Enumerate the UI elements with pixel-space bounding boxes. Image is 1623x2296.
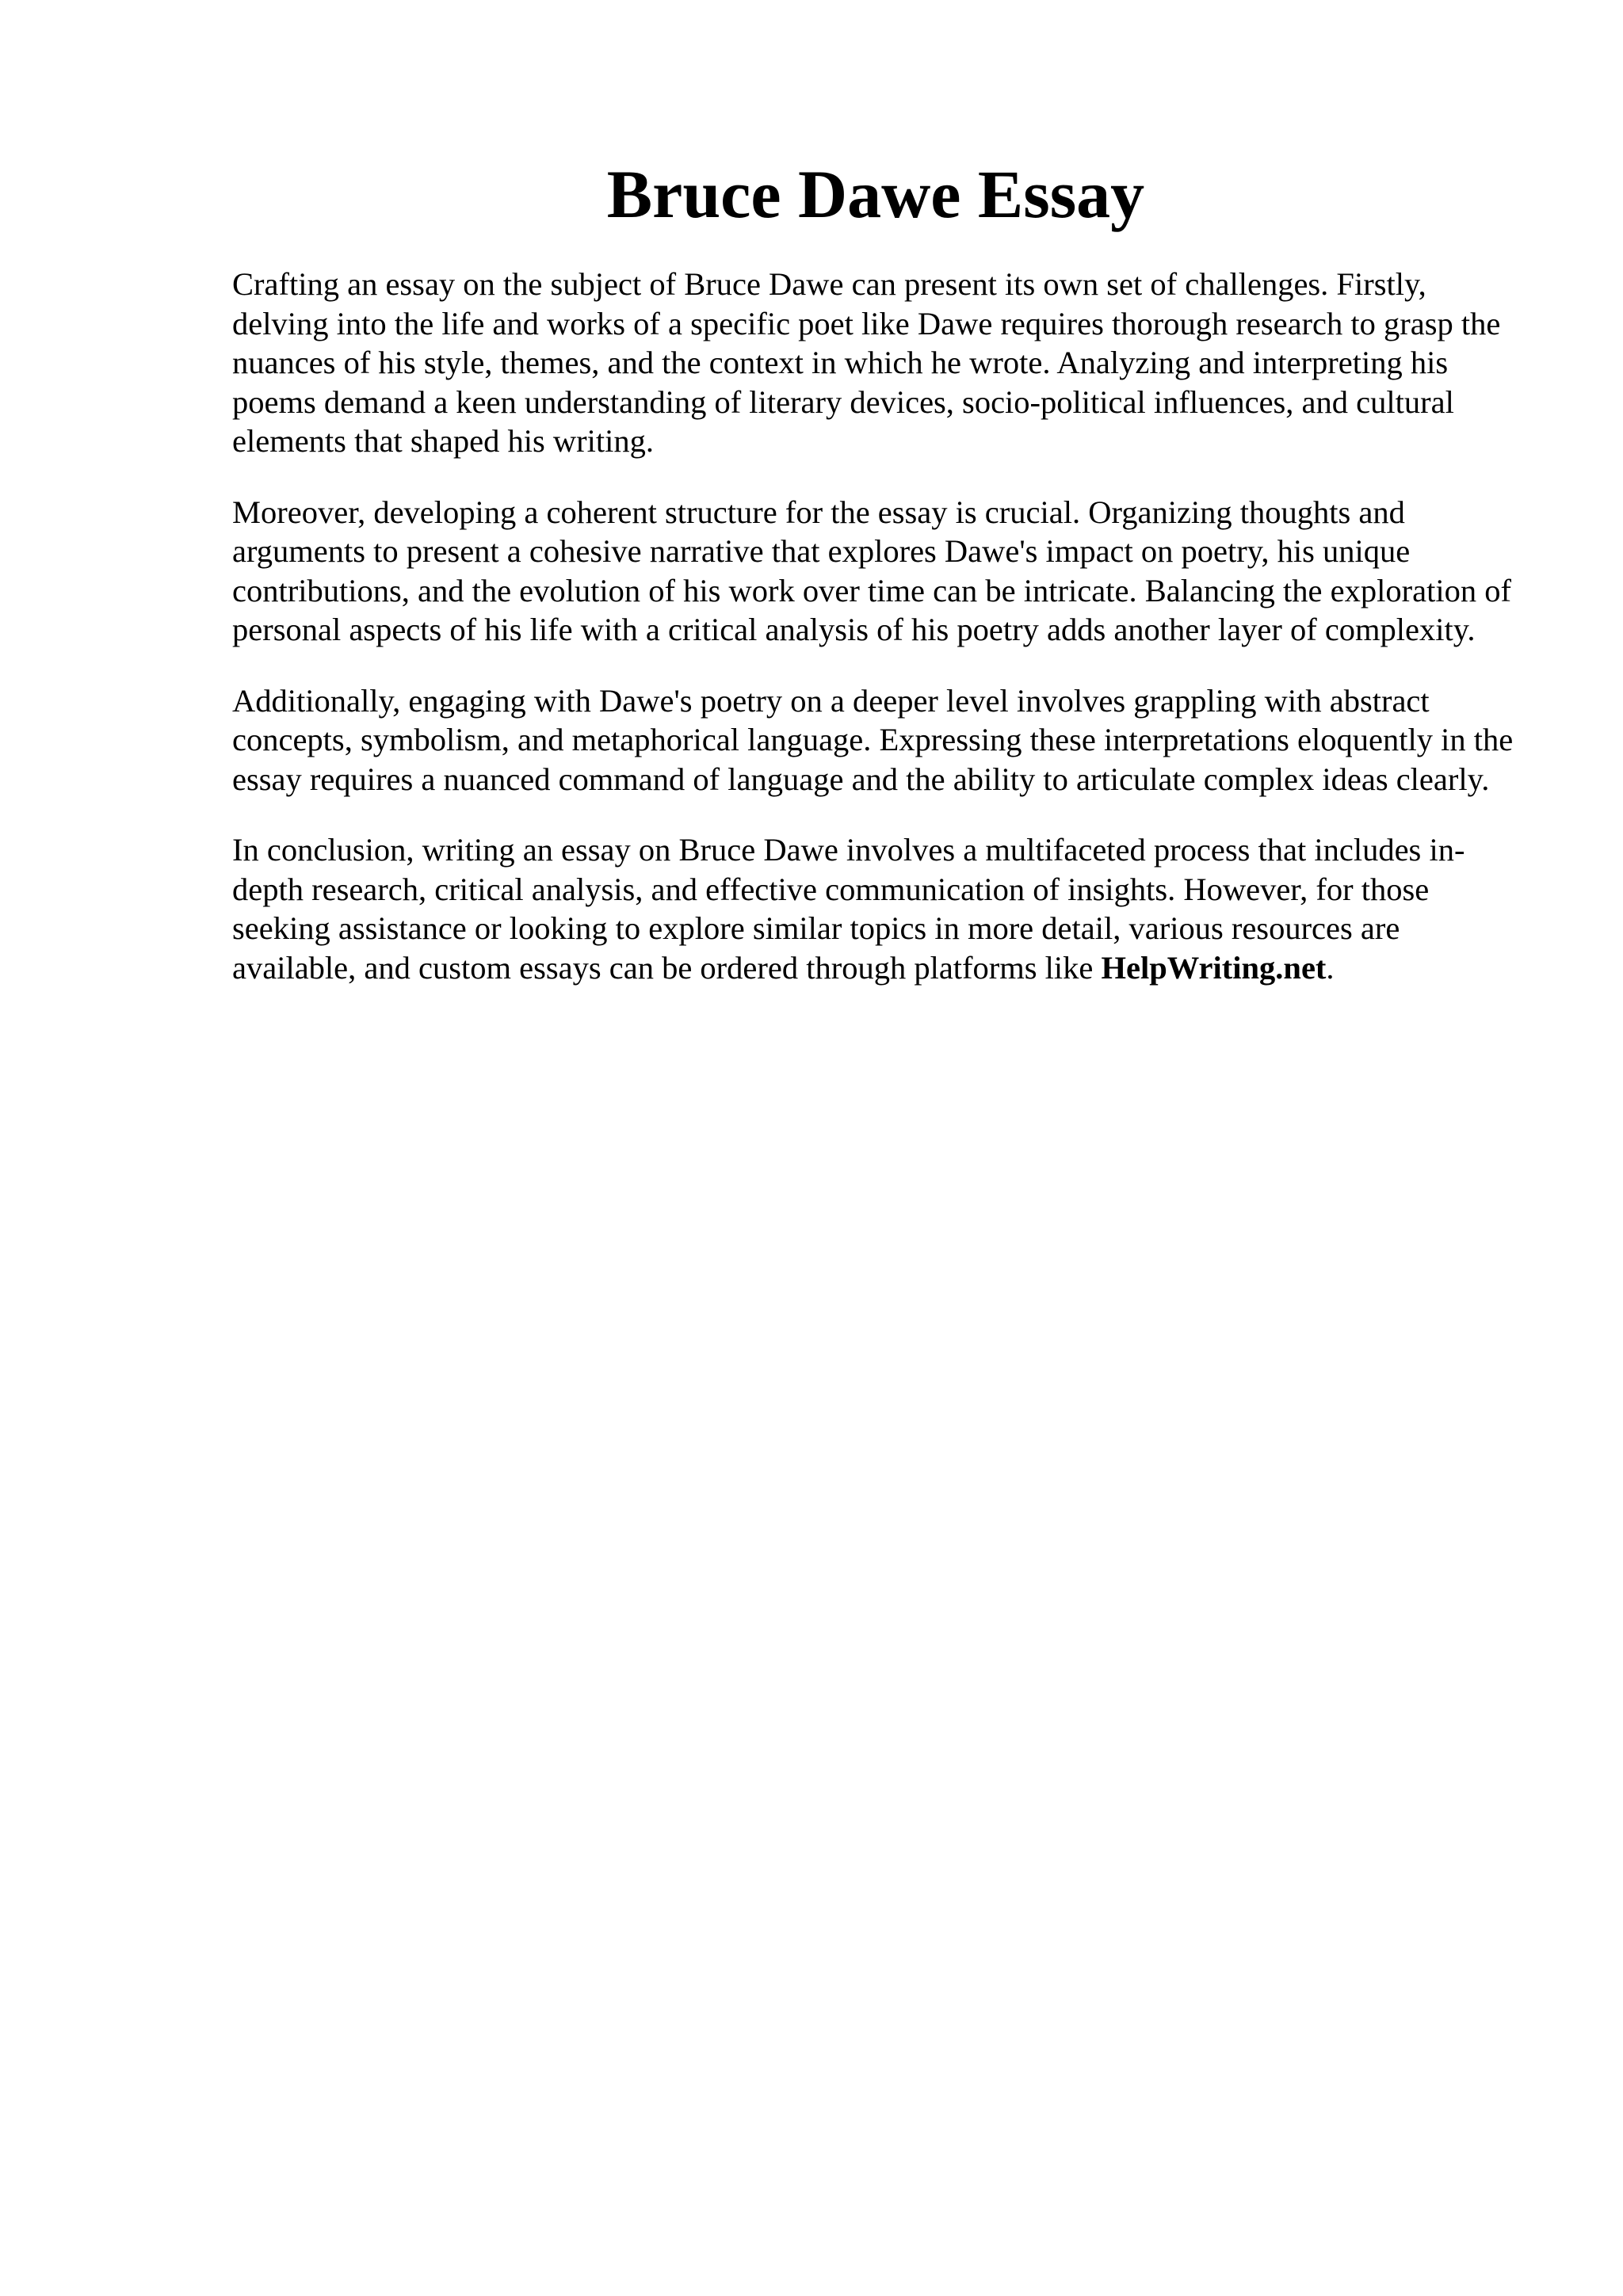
- helpwriting-link[interactable]: HelpWriting.net: [1101, 949, 1327, 986]
- essay-body: [232, 265, 1526, 1019]
- paragraph-1: Crafting an essay on the subject of Bruce Dawe can present its own set of challenges. Firstly, delving into the life and works of a specific poet like Dawe requires thorough research to grasp the nuances of his style, themes, and the context in which he wrote. Analyzing and interpreting his poems demand a keen understanding of literary devices, socio-political influences, and cultural elements that shaped his writing.: [232, 266, 1501, 459]
- paragraph-conclusion: [232, 830, 1526, 987]
- page-title: Bruce Dawe Essay: [606, 156, 1145, 232]
- conclusion-text: In conclusion, writing an essay on Bruce Dawe involves a multifaceted process that includes in-depth research, critical analysis, and effective communication of insights. However, for those seeking assistance or looking to explore similar topics in more detail, various resources are available, and custom essays can be ordered through platforms like: [232, 832, 1465, 986]
- paragraph-3: Additionally, engaging with Dawe's poetry on a deeper level involves grappling with abstract concepts, symbolism, and metaphorical language. Expressing these interpretations eloquently in the essay requires a nuanced command of language and the ability to articulate complex ideas clearly.: [232, 682, 1514, 797]
- conclusion-end: .: [1326, 949, 1335, 986]
- paragraph-2: Moreover, developing a coherent structure for the essay is crucial. Organizing thoughts and arguments to present a cohesive narrative that explores Dawe's impact on poetry, his unique contributions, and the evolution of his work over time can be intricate. Balancing the exploration of personal aspects of his life with a critical analysis of his poetry adds another layer of complexity.: [232, 494, 1511, 647]
